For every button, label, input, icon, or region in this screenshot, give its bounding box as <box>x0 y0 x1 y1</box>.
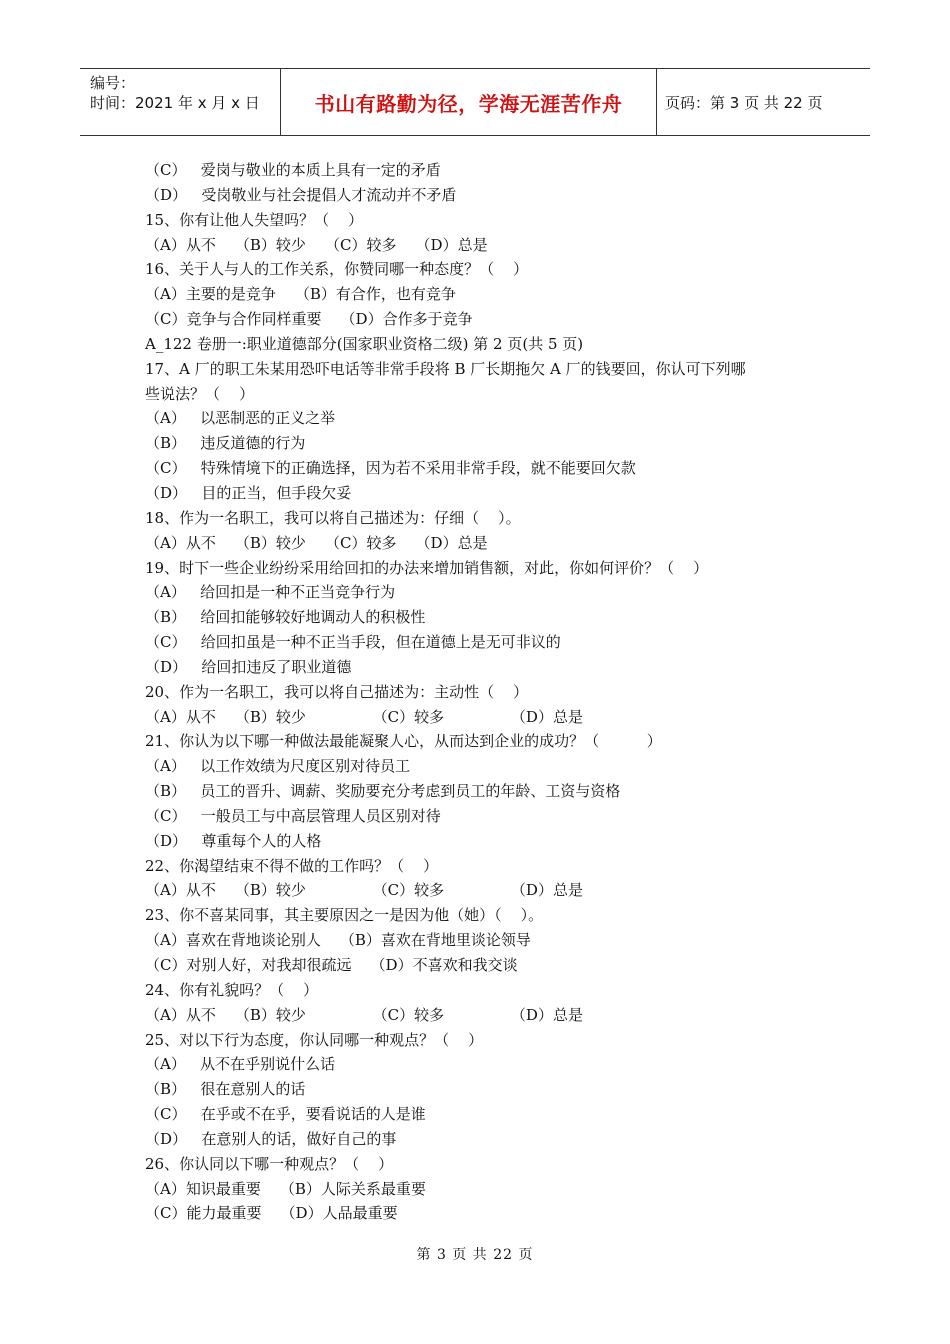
text-line: 25、对以下行为态度，你认同哪一种观点？（ ） <box>145 1030 484 1049</box>
text-line: 些说法？（ ） <box>145 384 255 403</box>
text-line: 15、你有让他人失望吗？（ ） <box>145 210 364 229</box>
text-line: （B） 违反道德的行为 <box>145 434 306 453</box>
text-line: （C） 给回扣虽是一种不正当手段，但在道德上是无可非议的 <box>145 633 561 652</box>
text-line: （D） 目的正当，但手段欠妥 <box>145 483 352 502</box>
text-line: （D） 受岗敬业与社会提倡人才流动并不矛盾 <box>145 185 457 204</box>
text-line: （B） 员工的晋升、调薪、奖励要充分考虑到员工的年龄、工资与资格 <box>145 782 621 801</box>
text-line: 16、关于人与人的工作关系，你赞同哪一种态度？（ ） <box>145 260 529 279</box>
page-footer: 第 3 页 共 22 页 <box>416 1247 534 1263</box>
text-line: （D） 在意别人的话，做好自己的事 <box>145 1129 397 1148</box>
text-line: A_122 卷册一:职业道德部分(国家职业资格二级) 第 2 页(共 5 页) <box>145 334 584 353</box>
page-header <box>80 68 870 136</box>
header-page-info: 页码：第 3 页 共 22 页 <box>665 93 823 112</box>
text-line: （D） 给回扣违反了职业道德 <box>145 657 352 676</box>
text-line: （A） 从不在乎别说什么话 <box>145 1055 336 1074</box>
text-line: （C） 爱岗与敬业的本质上具有一定的矛盾 <box>145 161 441 179</box>
text-line: （C）对别人好，对我却很疏远 （D）不喜欢和我交谈 <box>145 956 518 974</box>
text-line: 26、你认同以下哪一种观点？（ ） <box>145 1154 394 1173</box>
text-line: （D） 尊重每个人的人格 <box>145 831 322 850</box>
text-line: （C） 在乎或不在乎，要看说话的人是谁 <box>145 1105 426 1124</box>
document-number-label: 编号： <box>90 74 136 92</box>
text-line: （A）从不 （B）较少 （C）较多 （D）总是 <box>145 881 583 900</box>
text-line: （C）竞争与合作同样重要 （D）合作多于竞争 <box>145 310 473 329</box>
text-line: 18、作为一名职工，我可以将自己描述为：仔细（ ）。 <box>145 508 521 527</box>
text-line: （A）从不 （B）较少 （C）较多 （D）总是 <box>145 533 488 552</box>
text-line: （A） 给回扣是一种不正当竞争行为 <box>145 583 396 602</box>
text-line: （B） 给回扣能够较好地调动人的积极性 <box>145 608 426 627</box>
text-line: （B） 很在意别人的话 <box>145 1080 306 1099</box>
header-meta <box>80 69 281 135</box>
text-line: 20、作为一名职工，我可以将自己描述为：主动性（ ） <box>145 682 529 701</box>
document-date: 时间：2021 年 x 月 x 日 <box>90 94 260 112</box>
text-line: 24、你有礼貌吗？（ ） <box>145 980 319 999</box>
text-line: 22、你渴望结束不得不做的工作吗？（ ） <box>145 856 439 875</box>
text-line: （A）从不 （B）较少 （C）较多 （D）总是 <box>145 707 583 726</box>
text-line: 19、时下一些企业纷纷采用给回扣的办法来增加销售额，对此，你如何评价？（ ） <box>145 558 709 577</box>
text-line: （A）喜欢在背地谈论别人 （B）喜欢在背地里谈论领导 <box>145 931 531 950</box>
text-line: （C） 特殊情境下的正确选择，因为若不采用非常手段，就不能要回欠款 <box>145 459 636 478</box>
text-line: （C） 一般员工与中高层管理人员区别对待 <box>145 806 441 825</box>
header-motto: 书山有路勤为径，学海无涯苦作舟 <box>281 69 657 135</box>
text-line: （A） 以工作效绩为尺度区别对待员工 <box>145 757 411 776</box>
text-line: （A）从不 （B）较少 （C）较多 （D）总是 <box>145 235 488 254</box>
text-line: （A）从不 （B）较少 （C）较多 （D）总是 <box>145 1005 583 1024</box>
text-line: （A）知识最重要 （B）人际关系最重要 <box>145 1179 426 1198</box>
text-line: 21、你认为以下哪一种做法最能凝聚人心，从而达到企业的成功？（ ） <box>145 732 662 751</box>
document-body <box>145 158 825 1226</box>
text-line: 17、A 厂的职工朱某用恐吓电话等非常手段将 B 厂长期拖欠 A 厂的钱要回，你认可下列哪 <box>145 359 746 378</box>
text-line: （C）能力最重要 （D）人品最重要 <box>145 1204 398 1223</box>
text-line: （A） 以恶制恶的正义之举 <box>145 409 336 428</box>
text-line: 23、你不喜某同事，其主要原因之一是因为他（她）（ ）。 <box>145 906 544 925</box>
text-line: （A）主要的是竞争 （B）有合作，也有竞争 <box>145 285 456 304</box>
